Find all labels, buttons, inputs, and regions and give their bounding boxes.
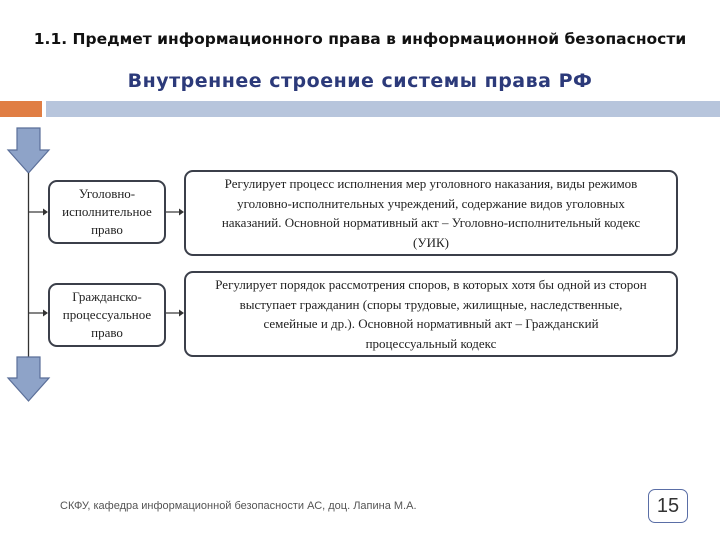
down-arrow-top-icon xyxy=(8,128,49,173)
branch-line: право xyxy=(91,222,123,237)
branch-line: Гражданско- xyxy=(72,289,142,304)
description-line: Регулирует процесс исполнения мер уголовного наказания, виды режимов xyxy=(224,176,638,191)
row1-connector-arrow xyxy=(29,209,49,216)
diagram-connectors xyxy=(0,120,720,405)
description-line: (УИК) xyxy=(413,234,449,250)
description-line: наказаний. Основной нормативный акт – Уголовно-исполнительный кодекс xyxy=(221,215,641,230)
description-line: процессуальный кодекс xyxy=(365,335,497,351)
branch-line: право xyxy=(91,325,123,340)
branch-box-criminal-executive xyxy=(48,180,166,244)
description-line: уголовно-исполнительных учреждений, содержание видов уголовных xyxy=(237,195,625,211)
row1-link-arrow xyxy=(166,209,184,216)
slide-subtitle: Внутреннее строение системы права РФ xyxy=(127,70,593,92)
accent-bar-blue xyxy=(46,101,720,117)
description-box-civil-procedural xyxy=(184,271,678,357)
footer-text: СКФУ, кафедра информационной безопасности АС, доц. Лапина М.А. xyxy=(60,500,417,512)
page-number: 15 xyxy=(648,489,688,523)
branch-line: Уголовно- xyxy=(78,186,136,201)
slide-title: 1.1. Предмет информационного права в информационной безопасности xyxy=(33,30,687,48)
row2-connector-arrow xyxy=(29,310,49,317)
description-line: Регулирует порядок рассмотрения споров, в которых хотя бы одной из сторон xyxy=(215,277,647,292)
description-line: семейные и др.). Основной нормативный акт – Гражданский xyxy=(263,316,599,331)
down-arrow-bottom-icon xyxy=(8,357,49,401)
description-line: выступает гражданин (споры трудовые, жилищные, наследственные, xyxy=(239,296,623,312)
branch-box-civil-procedural xyxy=(48,283,166,347)
branch-line: исполнительное xyxy=(62,204,152,219)
row2-link-arrow xyxy=(166,310,184,317)
branch-line: процессуальное xyxy=(62,307,152,322)
description-box-criminal-executive xyxy=(184,170,678,256)
accent-bar-orange xyxy=(0,101,42,117)
